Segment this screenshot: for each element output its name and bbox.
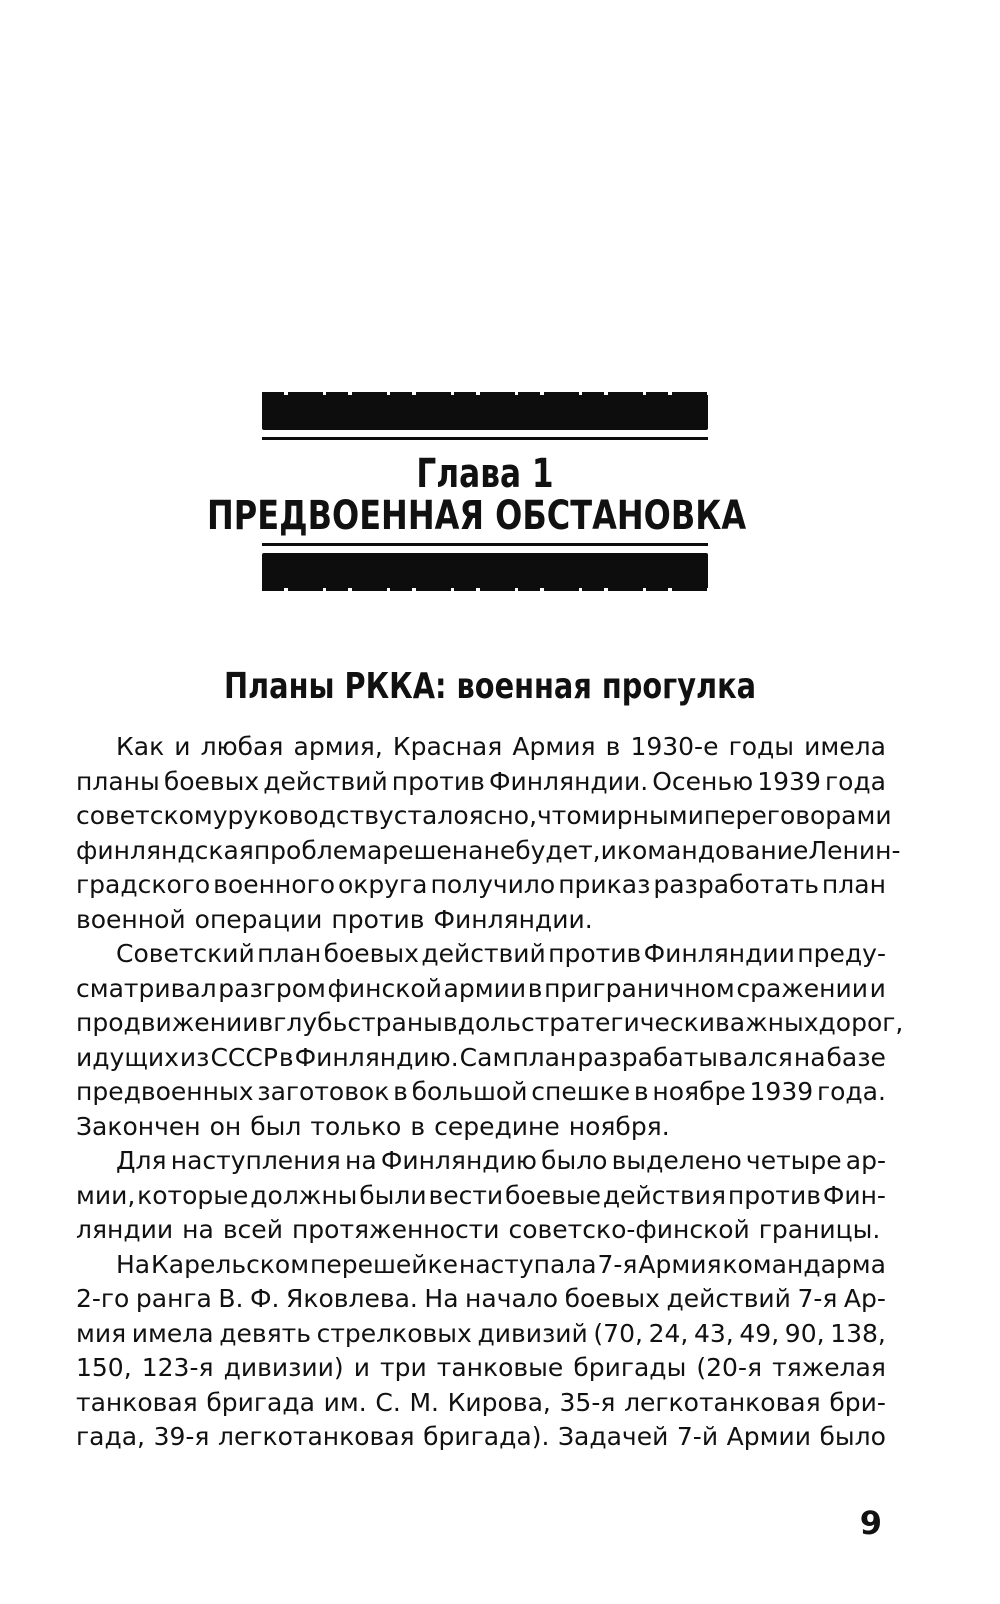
decorative-rule-top xyxy=(262,437,708,440)
chapter-number: Глава 1 xyxy=(416,451,554,497)
text-line: финляндская проблема решена не будет, и командование Ленин- xyxy=(76,835,901,865)
decorative-bar-top xyxy=(262,392,708,430)
chapter-header-ornament-top xyxy=(262,392,708,496)
text-line: идущих из СССР в Финляндию. Сам план разрабатывался на базе xyxy=(76,1042,886,1072)
text-line: предвоенных заготовок в большой спешке в ноябре 1939 года. xyxy=(76,1077,886,1106)
decorative-rule-bottom xyxy=(262,543,708,546)
text-line: 2-го ранга В. Ф. Яковлева. На начало боевых действий 7-я Ар- xyxy=(76,1284,886,1313)
section-heading: Планы РККА: военная прогулка xyxy=(223,666,757,707)
text-line: ляндии на всей протяженности советско-финской границы. xyxy=(76,1215,881,1244)
chapter-header-ornament-bottom xyxy=(262,543,708,591)
text-line: градского военного округа получило приказ разработать план xyxy=(76,870,886,899)
text-line: Советский план боевых действий против Финляндии преду- xyxy=(116,939,886,968)
page-number: 9 xyxy=(859,1504,882,1542)
text-line: танковая бригада им. С. М. Кирова, 35-я легкотанковая бри- xyxy=(76,1387,886,1417)
body-text xyxy=(76,730,904,1455)
text-line: Как и любая армия, Красная Армия в 1930-е годы имела xyxy=(116,732,886,761)
text-line: сматривал разгром финской армии в приграничном сражении и xyxy=(76,973,886,1003)
text-line: Закончен он был только в середине ноября. xyxy=(76,1111,670,1141)
text-line: гада, 39-я легкотанковая бригада). Задачей 7-й Армии было xyxy=(76,1422,886,1451)
text-line: советскому руководству стало ясно, что мирными переговорами xyxy=(76,801,892,830)
chapter-title: ПРЕДВОЕННАЯ ОБСТАНОВКА xyxy=(207,493,747,539)
text-line: военной операции против Финляндии. xyxy=(76,904,593,934)
text-line: планы боевых действий против Финляндии. Осенью 1939 года xyxy=(76,766,886,796)
text-line: продвижении в глубь страны вдоль стратегически важных дорог, xyxy=(76,1008,904,1037)
text-line: мии, которые должны были вести боевые действия против Фин- xyxy=(76,1180,886,1210)
text-line: мия имела девять стрелковых дивизий (70, 24, 43, 49, 90, 138, xyxy=(76,1318,886,1348)
text-line: 150, 123-я дивизии) и три танковые бригады (20-я тяжелая xyxy=(76,1353,886,1382)
decorative-bar-bottom xyxy=(262,553,708,591)
text-line: Для наступления на Финляндию было выделено четыре ар- xyxy=(116,1146,886,1175)
text-line: На Карельском перешейке наступала 7-я Армия командарма xyxy=(116,1249,886,1279)
